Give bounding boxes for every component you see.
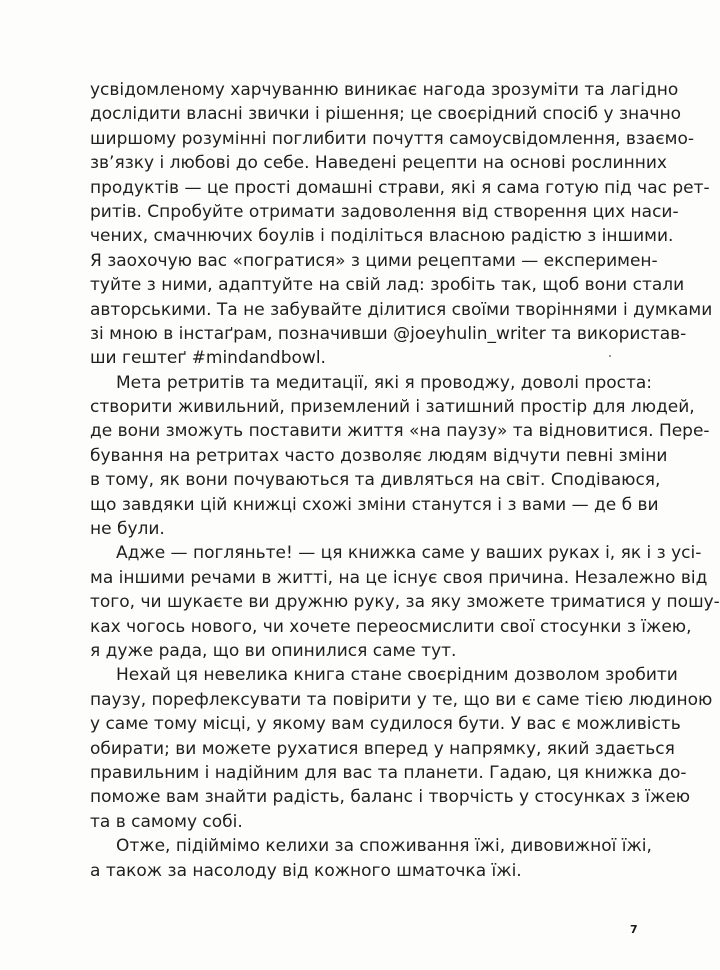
text-line: зі мною в інстаґрам, позначивши @joeyhulin_writer та використав- [90,323,687,344]
text-line: Отже, підіймімо келихи за споживання їжі, дивовижної їжі, [116,836,652,857]
text-line: паузу, порефлексувати та повірити у те, що ви є саме тією людиною [90,689,713,710]
text-line: Я заохочую вас «погратися» з цими рецептами — експеримен- [90,250,658,271]
paragraph [90,78,713,371]
page-number: 7 [630,923,638,936]
paragraph [90,541,720,663]
text-line: створити живильний, приземлений і затишний простір для людей, [90,397,695,418]
text-line: у саме тому місці, у якому вам судилося бути. У вас є можливість [90,714,681,735]
text-line: Нехай ця невелика книга стане своєрідним дозволом зробити [116,665,678,686]
text-line: туйте з ними, адаптуйте на свій лад: зробіть так, щоб вони стали [90,275,685,296]
text-line: не були. [90,519,165,540]
text-line: поможе вам знайти радість, баланс і творчість у стосунках з їжею [90,787,691,808]
text-line: де вони зможуть поставити життя «на паузу» та відновитися. Пере- [90,421,710,442]
text-line: бування на ретритах часто дозволяє людям відчути певні зміни [90,445,668,466]
text-line: ши гештеґ #mindandbowl. [90,348,326,369]
text-line: Мета ретритів та медитації, які я проводжу, доволі проста: [116,372,653,393]
text-line: ритів. Спробуйте отримати задоволення від створення цих наси- [90,201,679,222]
text-line: обирати; ви можете рухатися вперед у напрямку, який здається [90,738,675,759]
text-line: Адже — погляньте! — ця книжка саме у ваших руках і, як і з усі- [116,543,702,564]
text-line: що завдяки цій книжці схожі зміни станутся і з вами — де б ви [90,494,659,515]
body-text [90,78,720,883]
text-line: ках чогось нового, чи хочете переосмислити свої стосунки з їжею, [90,616,692,637]
text-line: в тому, як вони почуваються та дивляться на світ. Сподіваюся, [90,470,661,491]
print-speck [609,355,611,357]
paragraph [90,371,710,542]
paragraph [90,834,650,883]
text-line: ма іншими речами в житті, на це існує своя причина. Незалежно від [90,567,708,588]
paragraph [90,663,713,834]
text-line: та в самому собі. [90,811,243,832]
text-line: чених, смачнючих боулів і поділіться власною радістю з іншими. [90,226,674,247]
text-line: усвідомленому харчуванню виникає нагода зрозуміти та лагідно [90,80,679,100]
text-line: продуктів — це прості домашні страви, які я сама готую під час рет- [90,177,710,198]
text-line: ширшому розумінні поглибити почуття самоусвідомлення, взаємо- [90,128,695,149]
text-line: зв’язку і любові до себе. Наведені рецепти на основі рослинних [90,153,667,174]
text-line: авторськими. Та не забувайте ділитися своїми творіннями і думками [90,299,713,320]
text-line: того, чи шукаєте ви дружню руку, за яку зможете триматися у пошу- [90,592,720,613]
text-line: дослідити власні звички і рішення; це своєрідний спосіб у значно [90,104,682,125]
text-line: я дуже рада, що ви опинилися саме тут. [90,640,457,661]
text-line: а також за насолоду від кожного шматочка їжі. [90,860,522,881]
text-line: правильним і надійним для вас та планети. Гадаю, ця книжка до- [90,762,687,783]
